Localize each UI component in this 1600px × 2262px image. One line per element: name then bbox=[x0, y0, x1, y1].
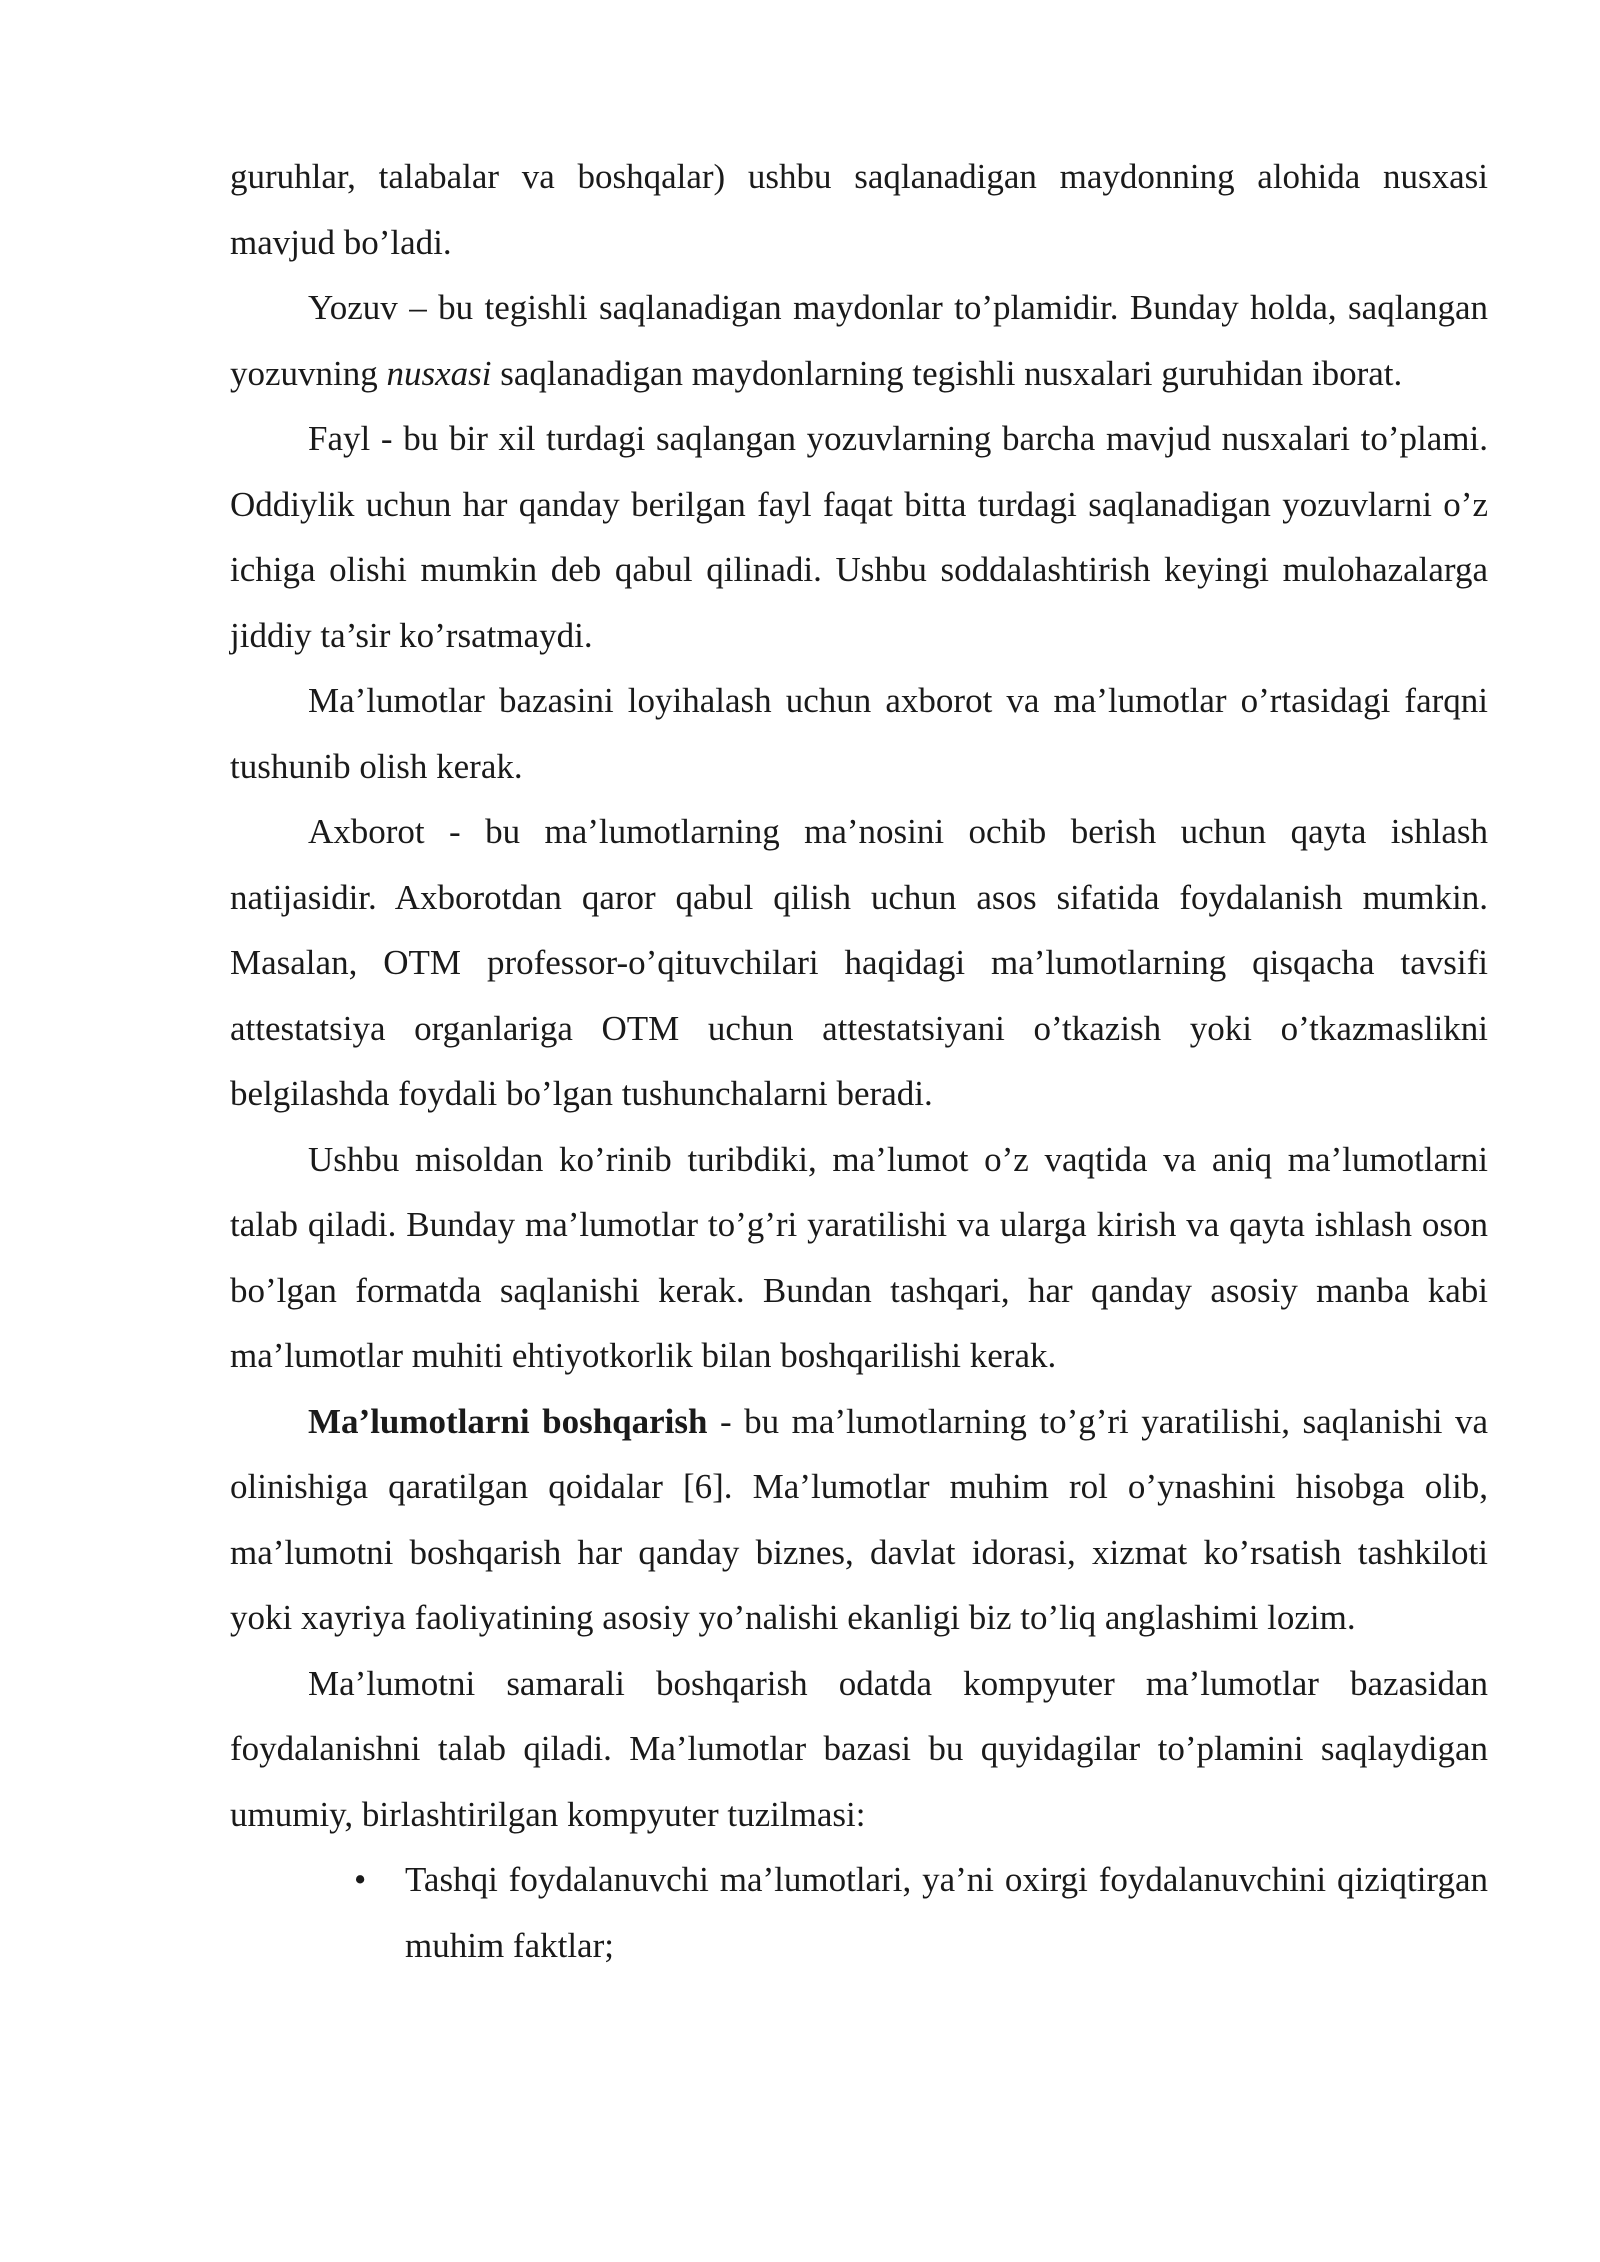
paragraph-axborot bbox=[230, 799, 1488, 1127]
list-item-text: Tashqi foydalanuvchi ma’lumotlari, ya’ni oxirgi foydalanuvchini qiziqtirgan muhim faktlar; bbox=[405, 1860, 1488, 1965]
paragraph-text: Ma’lumotni samarali boshqarish odatda kompyuter ma’lumotlar bazasidan foydalanishni talab qiladi. Ma’lumotlar bazasi bu quyidagilar to’plamini saqlaydigan umumiy, birlashtirilgan kompyuter tuzilmasi: bbox=[230, 1663, 1488, 1834]
paragraph-bazani-loyihalash bbox=[230, 668, 1488, 799]
bullet-icon: • bbox=[354, 1860, 367, 1899]
bullet-list bbox=[230, 1847, 1488, 1978]
paragraph-text: Axborot - bu ma’lumotlarning ma’nosini ochib berish uchun qayta ishlash natijasidir. Axborotdan qaror qabul qilish uchun asos sifatida foydalanish mumkin. Masalan, OTM professor-o’qituvchilari haqidagi ma’lumotlarning qisqacha tavsifi attestatsiya organlariga OTM uchun attestatsiyani o’tkazish yoki o’tkazmaslikni belgilashda foydali bo’lgan tushunchalarni beradi. bbox=[230, 812, 1488, 1113]
paragraph-text: Ma’lumotlar bazasini loyihalash uchun axborot va ma’lumotlar o’rtasidagi farqni tushunib olish kerak. bbox=[230, 681, 1488, 786]
paragraph-yozuv bbox=[230, 275, 1488, 406]
paragraph-samarali-boshqarish bbox=[230, 1651, 1488, 1848]
paragraph-malumotlarni-boshqarish bbox=[230, 1389, 1488, 1651]
paragraph-text-after: - bu ma’lumotlarning to’g’ri yaratilishi, saqlanishi va olinishiga qaratilgan qoidalar [6]. Ma’lumotlar muhim rol o’ynashini hisobga olib, ma’lumotni boshqarish har qanday biznes, davlat idorasi, xizmat ko’rsatish tashkiloti yoki xayriya faoliyatining asosiy yo’nalishi ekanligi biz to’liq anglashimi lozim. bbox=[230, 1401, 1488, 1637]
paragraph-continuation bbox=[230, 144, 1488, 275]
paragraph-text-before: Yozuv – bu tegishli saqlanadigan maydonlar to’plamidir. Bunday holda, saqlangan yozuvning bbox=[230, 288, 1488, 393]
bold-term: Ma’lumotlarni boshqarish bbox=[308, 1401, 708, 1441]
paragraph-misol bbox=[230, 1127, 1488, 1389]
paragraph-text: guruhlar, talabalar va boshqalar) ushbu saqlanadigan maydonning alohida nusxasi mavjud bo’ladi. bbox=[230, 157, 1488, 262]
paragraph-text: Ushbu misoldan ko’rinib turibdiki, ma’lumot o’z vaqtida va aniq ma’lumotlarni talab qiladi. Bunday ma’lumotlar to’g’ri yaratilishi va ularga kirish va qayta ishlash oson bo’lgan formatda saqlanishi kerak. Bundan tashqari, har qanday asosiy manba kabi ma’lumotlar muhiti ehtiyotkorlik bilan boshqarilishi kerak. bbox=[230, 1139, 1488, 1375]
italic-term: nusxasi bbox=[386, 353, 492, 393]
document-body bbox=[230, 144, 1488, 1978]
paragraph-text-after: saqlanadigan maydonlarning tegishli nusxalari guruhidan iborat. bbox=[491, 353, 1403, 393]
paragraph-text: Fayl - bu bir xil turdagi saqlangan yozuvlarning barcha mavjud nusxalari to’plami. Oddiylik uchun har qanday berilgan fayl faqat bitta turdagi saqlanadigan yozuvlarni o’z ichiga olishi mumkin deb qabul qilinadi. Ushbu soddalashtirish keyingi mulohazalarga jiddiy ta’sir ko’rsatmaydi. bbox=[230, 419, 1488, 655]
list-item bbox=[230, 1847, 1488, 1978]
paragraph-fayl bbox=[230, 406, 1488, 668]
